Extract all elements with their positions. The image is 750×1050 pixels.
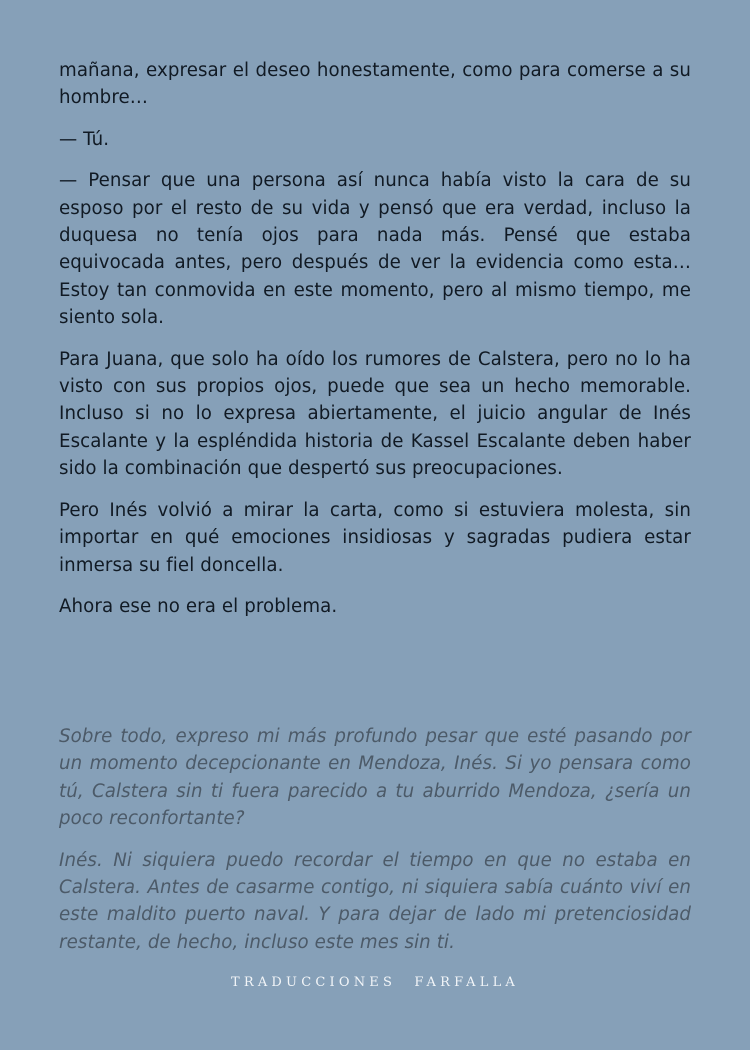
dialogue-line: — Tú. — [59, 128, 110, 150]
paragraph: Ahora ese no era el problema. — [59, 595, 338, 617]
letter-paragraph: Sobre todo, expreso mi más profundo pesar que esté pasando por un momento decepcionante en Mendoza, Inés. Si yo pensara como tú, Calstera sin ti fuera parecido a tu aburrido Mendoza, ¿sería un poco reconfortante? — [59, 726, 691, 830]
letter-paragraph: Inés. Ni siquiera puedo recordar el tiempo en que no estaba en Calstera. Antes de casarme contigo, ni siquiera sabía cuánto viví en este maldito puerto naval. Y para dejar de lado mi pretenciosidad restante, de hecho, incluso este mes sin ti. — [59, 849, 691, 953]
paragraph: Para Juana, que solo ha oído los rumores de Calstera, pero no lo ha visto con sus propios ojos, puede que sea un hecho memorable. Incluso si no lo expresa abiertamente, el juicio angular de Inés Escalante y la espléndida historia de Kassel Escalante deben haber sido la combinación que despertó sus preocupaciones. — [59, 348, 691, 480]
footer-credit: TRADUCCIONES FARFALLA — [230, 975, 519, 990]
paragraph: Pero Inés volvió a mirar la carta, como si estuviera molesta, sin importar en qué emociones insidiosas y sagradas pudiera estar inmersa su fiel doncella. — [59, 499, 691, 576]
body-text — [59, 57, 691, 620]
paragraph: mañana, expresar el deseo honestamente, como para comerse a su hombre… — [59, 60, 691, 109]
dialogue-line: — Pensar que una persona así nunca había visto la cara de su esposo por el resto de su vida y pensó que era verdad, incluso la duquesa no tenía ojos para nada más. Pensé que estaba equivocada antes, pero después de ver la evidencia como esta… Estoy tan conmovida en este momento, pero al mismo tiempo, me siento sola. — [59, 170, 691, 329]
letter-excerpt — [59, 723, 691, 956]
